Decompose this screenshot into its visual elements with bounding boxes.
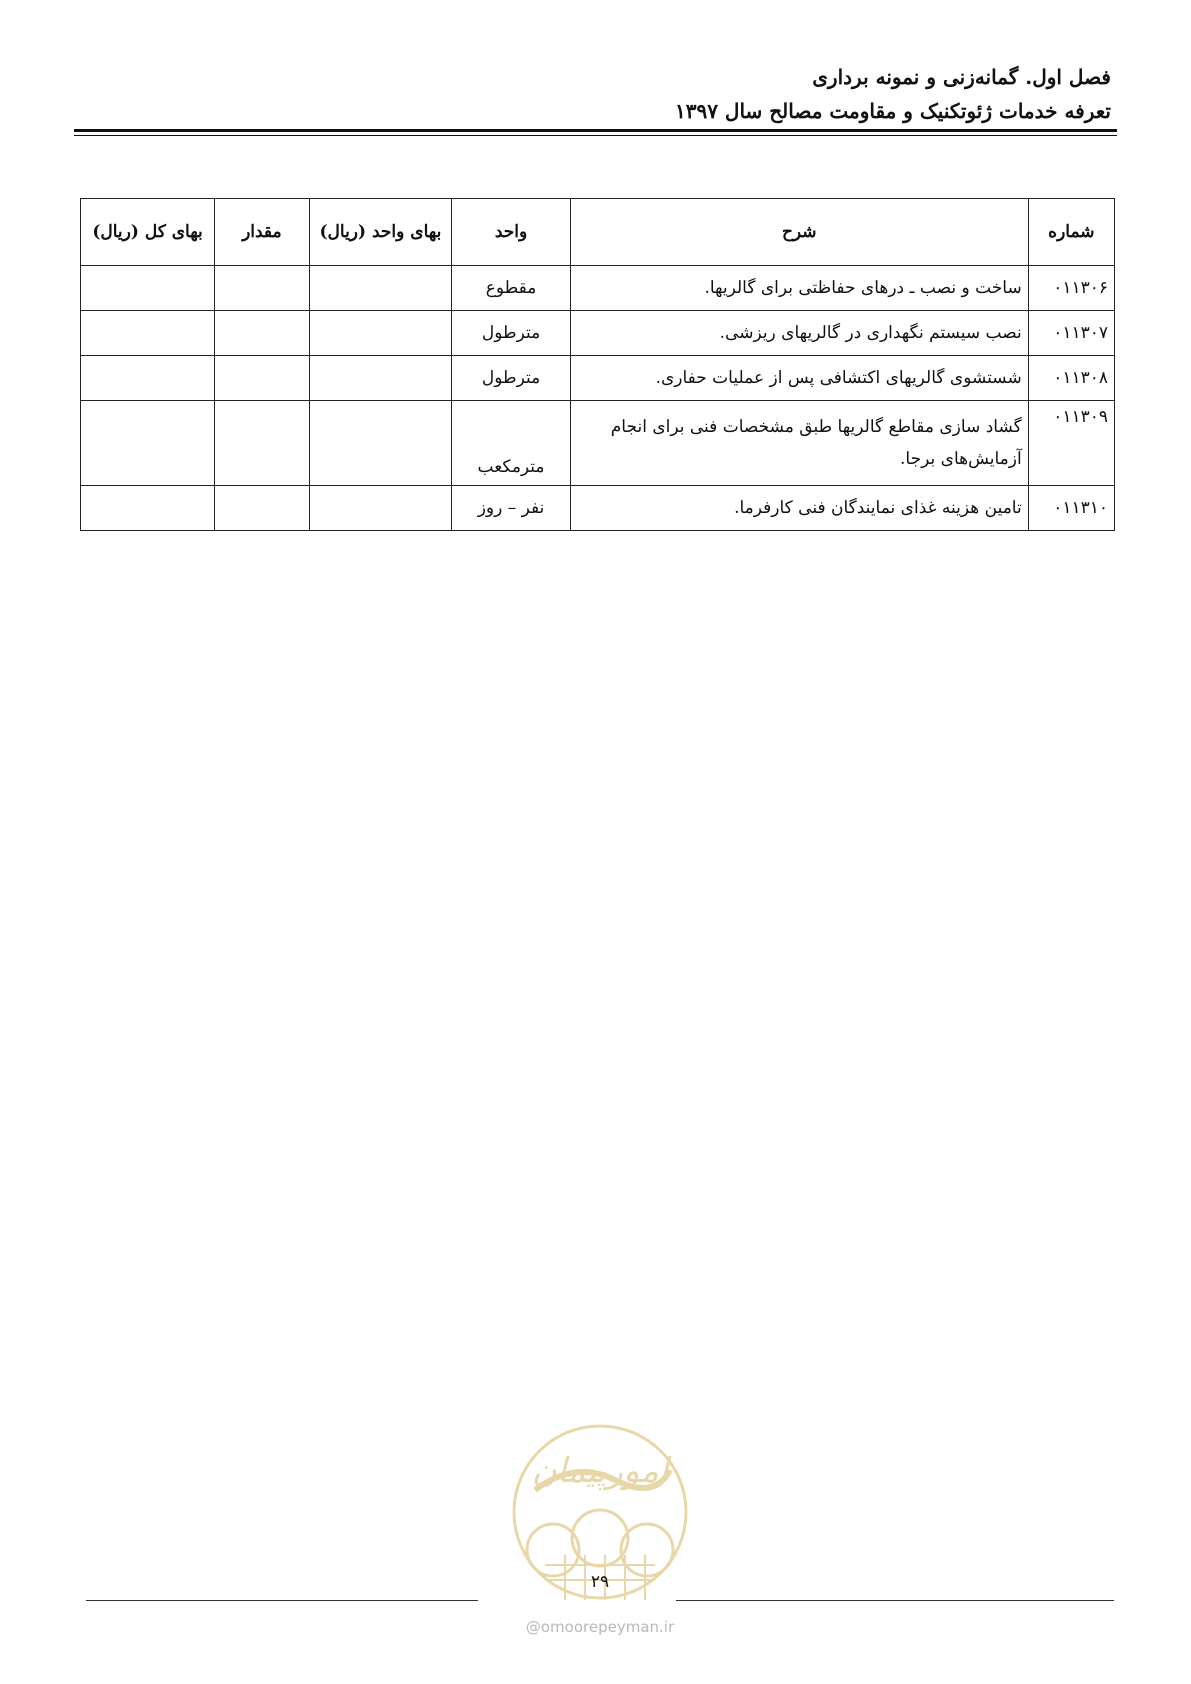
table-header-row (81, 199, 1115, 266)
row-total-price (81, 311, 215, 356)
watermark-text: امورپیمان (531, 1451, 669, 1491)
row-quantity (215, 486, 309, 531)
footer-rule-right (676, 1600, 1114, 1601)
row-total-price (81, 401, 215, 486)
table-row (81, 486, 1115, 531)
row-quantity (215, 356, 309, 401)
table-row (81, 311, 1115, 356)
row-unit: نفر – روز (452, 486, 571, 531)
page-number: ۲۹ (590, 1572, 610, 1592)
row-unit: مقطوع (452, 266, 571, 311)
row-unit-price (309, 311, 452, 356)
website-watermark: @omoorepeyman.ir (525, 1618, 675, 1636)
row-quantity (215, 266, 309, 311)
column-header-unit-price: بهای واحد (ریال) (309, 199, 452, 266)
row-unit-price (309, 486, 452, 531)
header-rule-thin (74, 135, 1117, 136)
table-row (81, 356, 1115, 401)
row-total-price (81, 266, 215, 311)
row-unit-price (309, 266, 452, 311)
row-number: ۰۱۱۳۰۶ (1028, 266, 1114, 311)
row-unit: مترطول (452, 356, 571, 401)
row-number: ۰۱۱۳۰۸ (1028, 356, 1114, 401)
row-total-price (81, 356, 215, 401)
row-unit: مترطول (452, 311, 571, 356)
row-description: ساخت و نصب ـ درهای حفاظتی برای گالریها. (570, 266, 1028, 311)
footer-rule-left (86, 1600, 478, 1601)
row-description: شستشوی گالریهای اکتشافی پس از عملیات حفاری. (570, 356, 1028, 401)
table-row (81, 266, 1115, 311)
row-total-price (81, 486, 215, 531)
column-header-description: شرح (570, 199, 1028, 266)
row-unit-price (309, 356, 452, 401)
page-header (675, 60, 1111, 128)
chapter-title: فصل اول. گمانه‌زنی و نمونه برداری (812, 65, 1111, 89)
row-description: نصب سیستم نگهداری در گالریهای ریزشی. (570, 311, 1028, 356)
document-title: تعرفه خدمات ژئوتکنیک و مقاومت مصالح سال ۱۳۹۷ (674, 99, 1111, 123)
row-quantity (215, 311, 309, 356)
column-header-total-price: بهای کل (ریال) (81, 199, 215, 266)
row-unit-price (309, 401, 452, 486)
column-header-quantity: مقدار (215, 199, 309, 266)
row-unit: مترمکعب (452, 401, 571, 486)
row-number: ۰۱۱۳۱۰ (1028, 486, 1114, 531)
row-number: ۰۱۱۳۰۹ (1028, 401, 1114, 486)
row-number: ۰۱۱۳۰۷ (1028, 311, 1114, 356)
row-quantity (215, 401, 309, 486)
tariff-table (80, 198, 1115, 531)
row-description: گشاد سازی مقاطع گالریها طبق مشخصات فنی برای انجام آزمایش‌های برجا. (570, 401, 1028, 486)
table-row (81, 401, 1115, 486)
row-description: تامین هزینه غذای نمایندگان فنی کارفرما. (570, 486, 1028, 531)
header-rule-thick (74, 129, 1117, 132)
column-header-number: شماره (1028, 199, 1114, 266)
column-header-unit: واحد (452, 199, 571, 266)
